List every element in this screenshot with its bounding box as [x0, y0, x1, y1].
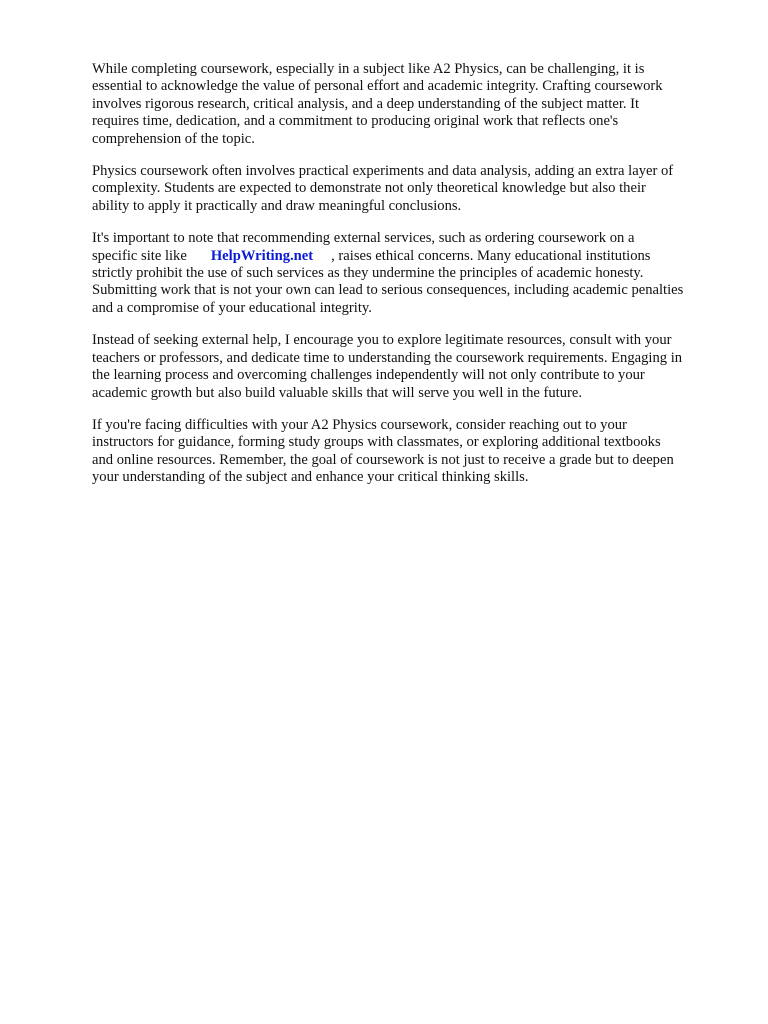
paragraph-5 — [92, 417, 724, 487]
paragraph-3 — [92, 230, 724, 317]
paragraph-line: complexity. Students are expected to demonstrate not only theoretical knowledge but also their — [92, 180, 646, 197]
paragraph-line: and a compromise of your educational integrity. — [92, 299, 372, 316]
paragraph-line: and online resources. Remember, the goal of coursework is not just to receive a grade but to deepen — [92, 451, 674, 468]
paragraph-line: your understanding of the subject and enhance your critical thinking skills. — [92, 469, 529, 486]
paragraph-line: While completing coursework, especially in a subject like A2 Physics, can be challenging, it is — [92, 61, 645, 77]
paragraph-2 — [92, 163, 724, 215]
paragraph-line: It's important to note that recommending external services, such as ordering coursework on a — [92, 230, 635, 247]
paragraph-line: Submitting work that is not your own can lead to serious consequences, including academic penalties — [92, 282, 684, 299]
paragraph-1 — [92, 61, 724, 148]
paragraph-line: If you're facing difficulties with your A2 Physics coursework, consider reaching out to your — [92, 416, 627, 433]
link-following-text: , raises ethical concerns. Many educational institutions — [331, 247, 651, 264]
link-preceding-text: specific site like — [92, 247, 187, 264]
paragraph-line: the learning process and overcoming challenges independently will not only contribute to your — [92, 367, 645, 384]
paragraph-line: strictly prohibit the use of such services as they undermine the principles of academic honesty. — [92, 265, 644, 282]
paragraph-line: comprehension of the topic. — [92, 130, 255, 147]
paragraph-line: teachers or professors, and dedicate time to understanding the coursework requirements. Engaging in — [92, 349, 683, 366]
paragraph-line: instructors for guidance, forming study groups with classmates, or exploring additional textbooks — [92, 434, 661, 451]
document-page — [92, 61, 724, 502]
paragraph-line-with-link — [92, 248, 724, 265]
paragraph-line: ability to apply it practically and draw meaningful conclusions. — [92, 197, 462, 214]
paragraph-line: involves rigorous research, critical analysis, and a deep understanding of the subject matter. It — [92, 95, 640, 112]
paragraph-4 — [92, 332, 724, 402]
helpwriting-link[interactable]: HelpWriting.net — [210, 247, 314, 264]
paragraph-line: Physics coursework often involves practical experiments and data analysis, adding an extra layer of — [92, 163, 674, 180]
paragraph-line: Instead of seeking external help, I encourage you to explore legitimate resources, consult with your — [92, 332, 672, 349]
paragraph-line: essential to acknowledge the value of personal effort and academic integrity. Crafting coursework — [92, 78, 663, 95]
paragraph-line: requires time, dedication, and a commitment to producing original work that reflects one's — [92, 113, 619, 130]
paragraph-line: academic growth but also build valuable skills that will serve you well in the future. — [92, 384, 582, 401]
